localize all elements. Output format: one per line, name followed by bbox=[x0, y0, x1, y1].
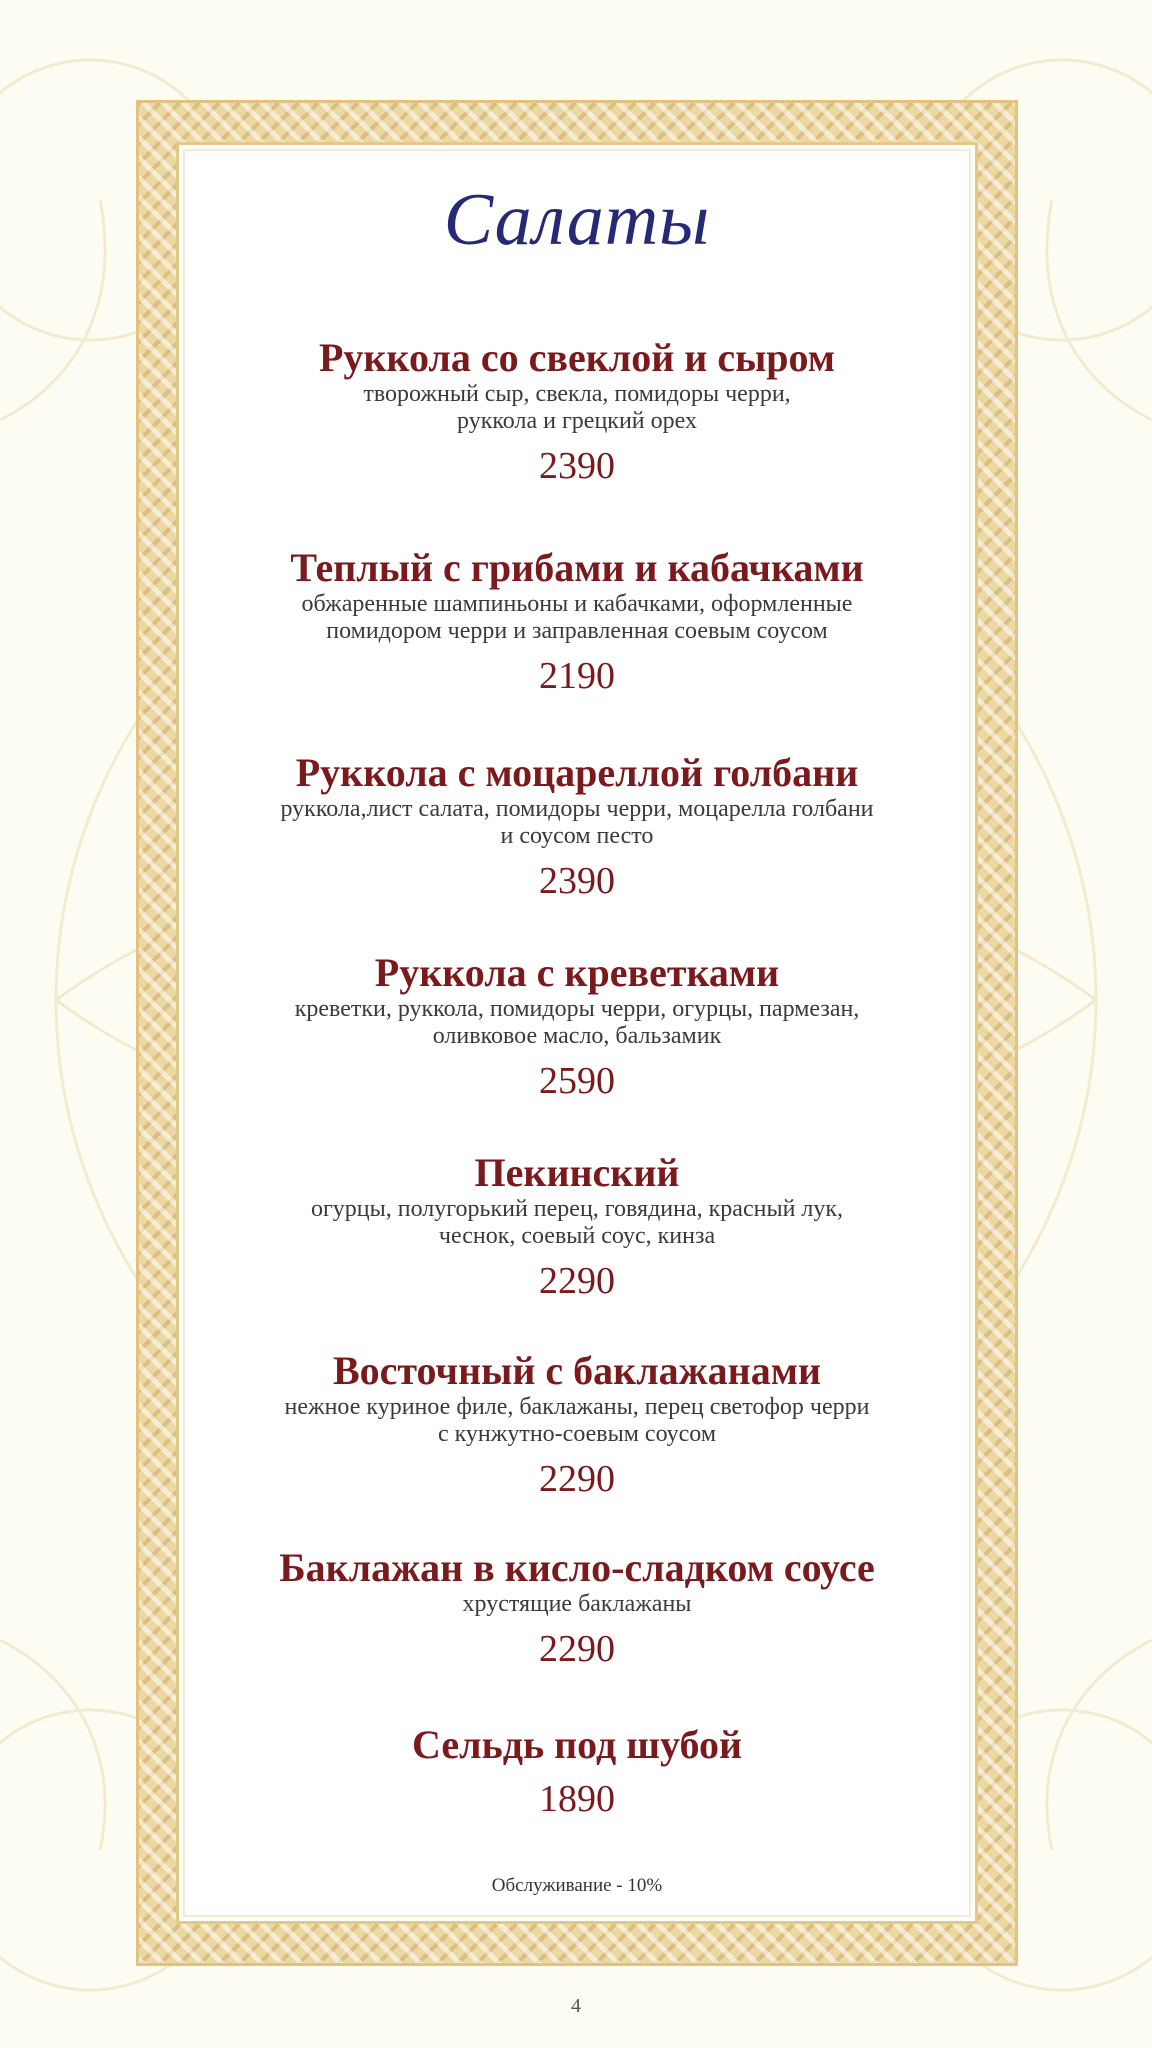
menu-item bbox=[176, 1722, 978, 1822]
menu-item-price: 2590 bbox=[539, 1060, 615, 1102]
menu-item bbox=[176, 750, 978, 904]
service-charge-note: Обслуживание - 10% bbox=[491, 1875, 663, 1896]
menu-item-description: нежное куриное филе, баклажаны, перец светофор черри bbox=[284, 1394, 870, 1420]
menu-item-description: обжаренные шампиньоны и кабачками, оформленные bbox=[301, 591, 853, 617]
menu-item-name: Пекинский bbox=[474, 1150, 680, 1195]
menu-item-price: 2390 bbox=[539, 445, 615, 487]
menu-item-name: Баклажан в кисло-сладком соусе bbox=[279, 1545, 875, 1590]
menu-item-description: творожный сыр, свекла, помидоры черри, bbox=[363, 381, 791, 407]
menu-item-description: чеснок, соевый соус, кинза bbox=[438, 1223, 716, 1249]
menu-item-description: руккола и грецкий орех bbox=[457, 408, 697, 434]
menu-item-description: огурцы, полугорький перец, говядина, красный лук, bbox=[310, 1196, 844, 1222]
menu-item bbox=[176, 545, 978, 699]
menu-item-price: 2290 bbox=[539, 1458, 615, 1500]
menu-item-price: 2290 bbox=[539, 1628, 615, 1670]
menu-item-description: оливковое масло, бальзамик bbox=[432, 1023, 722, 1049]
page-number: 4 bbox=[571, 1995, 581, 2017]
menu-item bbox=[176, 950, 978, 1104]
menu-item-description: с кунжутно-соевым соусом bbox=[437, 1421, 717, 1447]
menu-item-name: Сельдь под шубой bbox=[412, 1722, 742, 1767]
menu-item-description: и соусом песто bbox=[500, 823, 654, 849]
menu-item-name: Руккола со свеклой и сыром bbox=[318, 335, 836, 380]
menu-item-price: 1890 bbox=[539, 1778, 615, 1820]
menu-item-price: 2190 bbox=[539, 655, 615, 697]
menu-item-price: 2390 bbox=[539, 860, 615, 902]
menu-item-name: Восточный с баклажанами bbox=[333, 1348, 821, 1393]
menu-item-name: Руккола с моцареллой голбани bbox=[295, 750, 859, 795]
menu-item-name: Руккола с креветками bbox=[374, 950, 780, 995]
menu-item bbox=[176, 1545, 978, 1672]
menu-item-description: хрустящие баклажаны bbox=[462, 1591, 692, 1617]
menu-item-description: помидором черри и заправленная соевым соусом bbox=[326, 618, 828, 644]
menu-item-name: Теплый с грибами и кабачками bbox=[290, 545, 864, 590]
menu-item-description: руккола,лист салата, помидоры черри, моцарелла голбани bbox=[280, 796, 874, 822]
menu-item-description: креветки, руккола, помидоры черри, огурцы, пармезан, bbox=[294, 996, 860, 1022]
menu-item-price: 2290 bbox=[539, 1260, 615, 1302]
menu-item bbox=[176, 1150, 978, 1304]
menu-item bbox=[176, 335, 978, 489]
menu-item bbox=[176, 1348, 978, 1502]
page-title: Салаты bbox=[443, 179, 711, 261]
